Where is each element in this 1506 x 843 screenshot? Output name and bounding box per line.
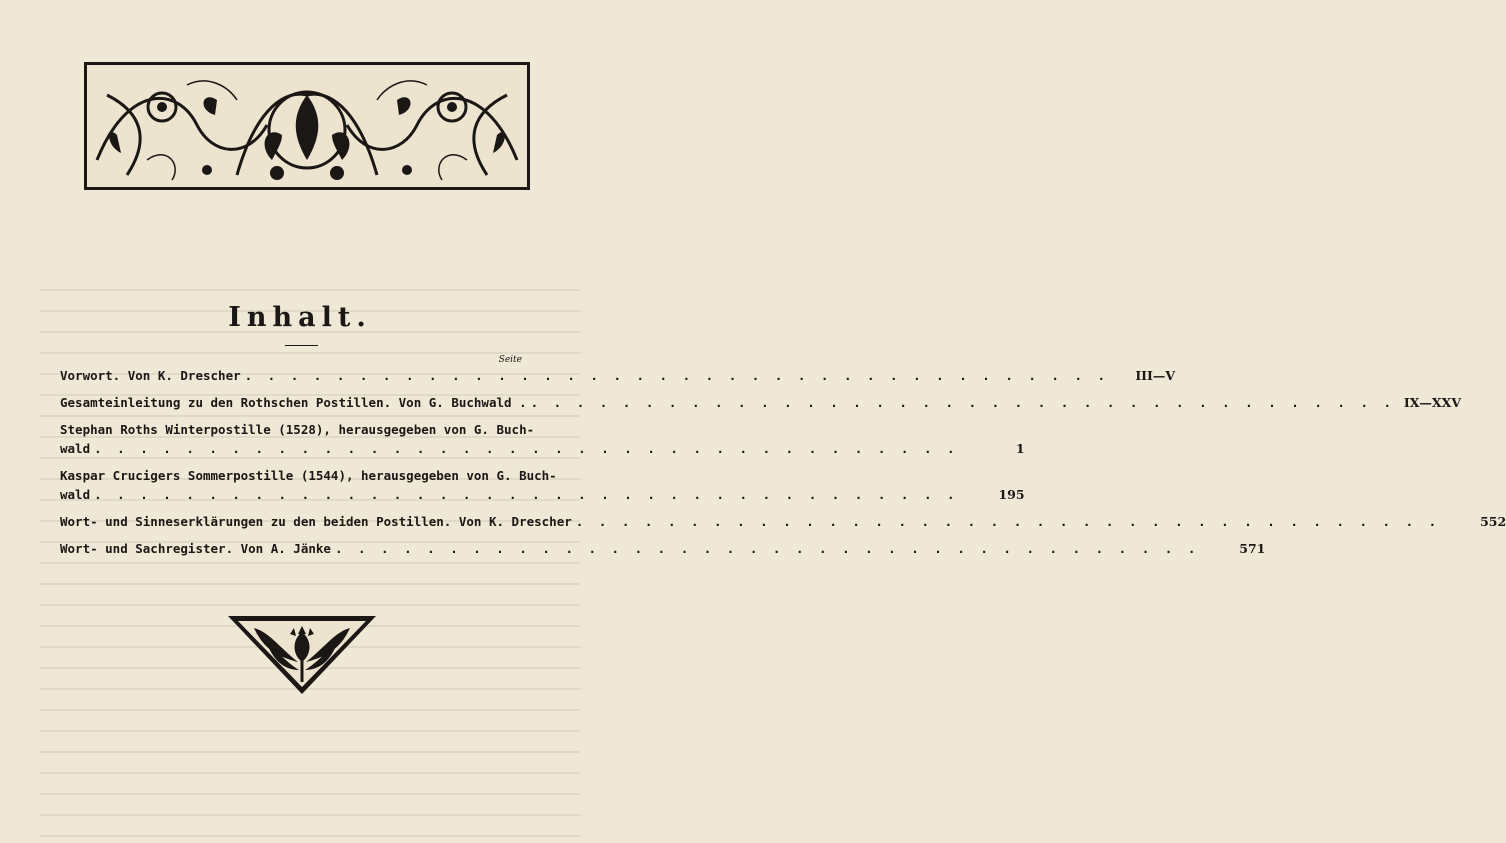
- leader-dots: [90, 487, 958, 502]
- toc-entry: [60, 541, 1266, 560]
- toc-entry-text: Stephan Roths Winterpostille (1528), herausgegeben von G. Buch-: [60, 422, 535, 437]
- toc-entry: [60, 514, 1506, 533]
- table-of-contents: [60, 368, 1506, 568]
- toc-entry: [60, 395, 1462, 414]
- toc-page-number: IX—XXV: [1403, 395, 1462, 410]
- page-title: Inhalt.: [228, 302, 372, 333]
- toc-entry-text: Kaspar Crucigers Sommerpostille (1544), herausgegeben von G. Buch-: [60, 468, 557, 483]
- toc-page-number: 571: [1239, 541, 1266, 556]
- toc-entry: [60, 422, 1025, 460]
- toc-page-number: 1: [1015, 441, 1025, 456]
- toc-entry-text-continued: wald: [60, 441, 91, 456]
- thistle-tailpiece-ornament: [224, 612, 380, 698]
- leader-dots: [572, 514, 1440, 529]
- toc-entry-text: Gesamteinleitung zu den Rothschen Postillen. Von G. Buchwald .: [60, 395, 527, 410]
- toc-page-number: III—V: [1135, 368, 1176, 383]
- floral-scroll-ornament: [87, 65, 527, 187]
- toc-entry-text: Wort- und Sachregister. Von A. Jänke: [60, 541, 331, 556]
- toc-entry-text-continued: wald: [60, 487, 91, 502]
- toc-entry-text: Wort- und Sinneserklärungen zu den beiden Postillen. Von K. Drescher: [60, 514, 572, 529]
- decorative-banner: [84, 62, 530, 190]
- toc-entry-text: Vorwort. Von K. Drescher: [60, 368, 241, 383]
- leader-dots: [527, 395, 1395, 410]
- leader-dots: [90, 441, 958, 456]
- toc-page-number: 195: [998, 487, 1025, 502]
- title-divider: [285, 345, 318, 346]
- page-column-label: Seite: [498, 355, 522, 365]
- toc-page-number: 552: [1480, 514, 1506, 529]
- toc-entry: [60, 368, 1176, 387]
- leader-dots: [331, 541, 1199, 556]
- leader-dots: [241, 368, 1109, 383]
- toc-entry: [60, 468, 1025, 506]
